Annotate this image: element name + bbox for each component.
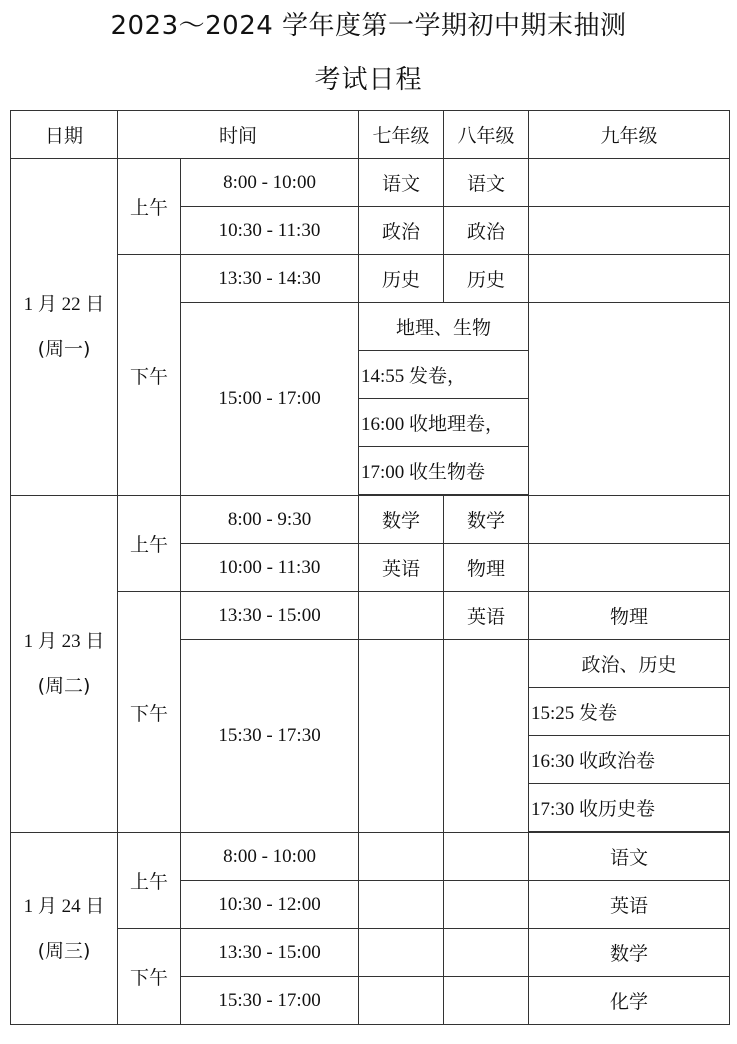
grade8-subject: 数学 — [444, 496, 529, 544]
time-slot: 13:30 - 14:30 — [181, 255, 359, 303]
time-slot: 8:00 - 9:30 — [181, 496, 359, 544]
table-row — [11, 159, 730, 207]
am-label: 上午 — [118, 833, 181, 929]
weekday-label: (周三) — [37, 939, 91, 962]
exam-subjects: 政治、历史 — [529, 640, 730, 688]
header-time: 时间 — [118, 111, 359, 159]
time-slot: 15:30 - 17:30 — [181, 640, 359, 833]
time-slot: 8:00 - 10:00 — [181, 833, 359, 881]
pm-label: 下午 — [118, 255, 181, 496]
pm-label: 下午 — [118, 592, 181, 833]
table-row — [11, 255, 730, 303]
time-slot: 8:00 - 10:00 — [181, 159, 359, 207]
grade9-subject — [529, 303, 730, 496]
weekday-label: (周一) — [37, 338, 91, 360]
grade8-subject: 物理 — [444, 544, 529, 592]
grade8-subject — [444, 833, 529, 881]
grade7-subject: 政治 — [359, 207, 444, 255]
grade9-subject — [529, 496, 730, 544]
date-cell — [11, 496, 118, 833]
time-slot: 15:00 - 17:00 — [181, 303, 359, 496]
exam-note: 17:30 收历史卷 — [529, 784, 730, 832]
exam-note: 17:00 收生物卷 — [359, 447, 529, 495]
grade8-subject — [444, 640, 529, 833]
grade7-subject — [359, 833, 444, 881]
table-row — [11, 833, 730, 881]
grade7-subject: 历史 — [359, 255, 444, 303]
grade9-subject: 英语 — [529, 881, 730, 929]
grade7-subject: 英语 — [359, 544, 444, 592]
grade7-subject — [359, 640, 444, 833]
exam-schedule-table — [10, 110, 730, 1025]
grade7-subject: 数学 — [359, 496, 444, 544]
grade9-subject — [529, 159, 730, 207]
grade7-subject — [359, 592, 444, 640]
grade8-subject: 语文 — [444, 159, 529, 207]
grade7-subject — [359, 881, 444, 929]
date-label: 1 月 22 日 — [23, 294, 105, 315]
table-row — [11, 592, 730, 640]
time-slot: 10:30 - 12:00 — [181, 881, 359, 929]
grade7-subject: 语文 — [359, 159, 444, 207]
grade8-subject — [444, 929, 529, 977]
header-grade9: 九年级 — [529, 111, 730, 159]
date-cell — [11, 833, 118, 1025]
table-row — [11, 496, 730, 544]
exam-note: 14:55 发卷， — [359, 351, 529, 399]
grade9-subject — [529, 255, 730, 303]
exam-note: 16:00 收地理卷， — [359, 399, 529, 447]
pm-label: 下午 — [118, 929, 181, 1025]
header-row — [11, 111, 730, 159]
time-slot: 13:30 - 15:00 — [181, 592, 359, 640]
table-row — [11, 929, 730, 977]
grade9-subject — [529, 207, 730, 255]
document-subtitle: 考试日程 — [314, 65, 423, 95]
document-title: 2023～2024 学年度第一学期初中期末抽测 — [110, 11, 627, 41]
date-cell — [11, 159, 118, 496]
grade8-subject: 历史 — [444, 255, 529, 303]
time-slot: 10:00 - 11:30 — [181, 544, 359, 592]
grade8-subject: 政治 — [444, 207, 529, 255]
grade9-subject: 语文 — [529, 833, 730, 881]
grade8-subject: 英语 — [444, 592, 529, 640]
exam-note: 15:25 发卷 — [529, 688, 730, 736]
grade9-subject: 化学 — [529, 977, 730, 1025]
am-label: 上午 — [118, 496, 181, 592]
time-slot: 15:30 - 17:00 — [181, 977, 359, 1025]
header-grade8: 八年级 — [444, 111, 529, 159]
grade8-subject — [444, 881, 529, 929]
exam-note: 16:30 收政治卷 — [529, 736, 730, 784]
date-label: 1 月 24 日 — [23, 895, 105, 917]
exam-subjects: 地理、生物 — [359, 303, 529, 351]
grade8-subject — [444, 977, 529, 1025]
grade9-subject: 数学 — [529, 929, 730, 977]
am-label: 上午 — [118, 159, 181, 255]
time-slot: 10:30 - 11:30 — [181, 207, 359, 255]
grade7-subject — [359, 977, 444, 1025]
weekday-label: (周二) — [37, 675, 91, 697]
grade7-subject — [359, 929, 444, 977]
grade9-subject: 物理 — [529, 592, 730, 640]
date-label: 1 月 23 日 — [23, 631, 105, 652]
header-date: 日期 — [11, 111, 118, 159]
header-grade7: 七年级 — [359, 111, 444, 159]
grade9-subject — [529, 544, 730, 592]
time-slot: 13:30 - 15:00 — [181, 929, 359, 977]
